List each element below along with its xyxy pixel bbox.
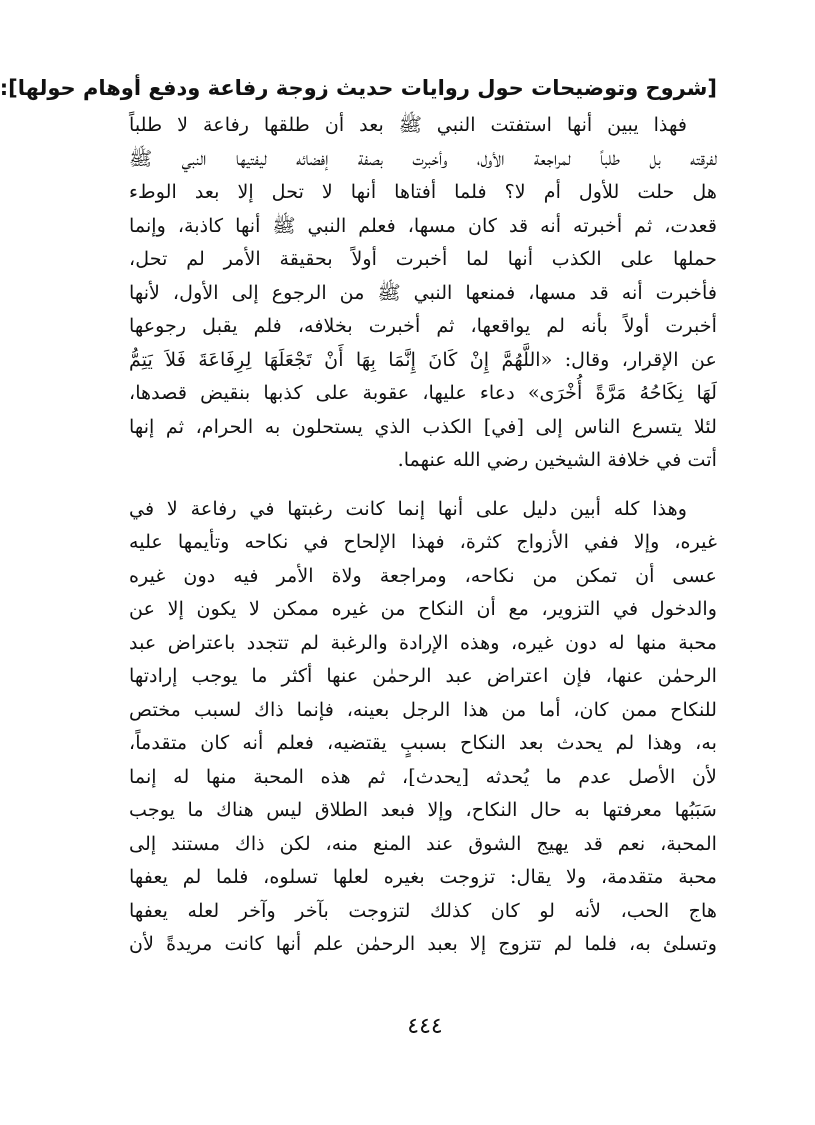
paragraph-2: [129, 492, 717, 961]
text-line: به، وهذا لم يحدث بعد النكاح بسببٍ يقتضيه، فعلم أنه كان متقدماً،: [129, 731, 717, 754]
text-line: الرحمٰن عنها، فإن اعتراض عبد الرحمٰن عنها أكثر ما يوجب إرادتها: [129, 664, 717, 687]
text-line: فأخبرت أنه قد مسها، فمنعها النبي ﷺ من الرجوع إلى الأول، لأنها: [129, 280, 717, 304]
text-line: غيره، وإلا ففي الأزواج كثرة، فهذا الإلحاح في نكاحه وتأيمها عليه: [129, 530, 717, 553]
text-line: هل حلت للأول أم لا؟ فلما أفتاها أنها لا تحل إلا بعد الوطء: [129, 180, 717, 203]
text-line: حملها على الكذب أنها لما أخبرت أولاً بحقيقة الأمر لم تحل،: [129, 247, 717, 270]
text-line: سَبَبُها معرفتها به حال النكاح، وإلا فبعد الطلاق ليس هناك ما يوجب: [129, 798, 717, 821]
text-line: محبة متقدمة، ولا يقال: تزوجت بغيره لعلها تسلوه، فلما لم يعفها: [129, 865, 717, 888]
hadith-quote-line: لَهَا نِكَاحُهُ مَرَّةً أُخْرَى» دعاء عليها، عقوبة على كذبها بنقيض قصدها،: [129, 381, 717, 404]
page-number: ٤٤٤: [407, 1014, 443, 1039]
text-line: المحبة، نعم قد يهيج الشوق عند المنع منه، لكن ذاك مستند إلى: [129, 831, 717, 855]
text-line: لفرقته بل طلباً لمراجعة الأول، وأخبرت بصفة إفضائه ليفتيها النبي ﷺ: [129, 146, 717, 170]
text-line: أتت في خلافة الشيخين رضي الله عنهما.: [397, 448, 717, 471]
text-line: قعدت، ثم أخبرته أنه قد كان مسها، فعلم النبي ﷺ أنها كاذبة، وإنما: [129, 213, 717, 237]
text-line: عسى أن تمكن من نكاحه، ومراجعة ولاة الأمر فيه دون غيره: [129, 563, 717, 587]
paragraph-1: [129, 108, 717, 477]
text-line: أخبرت أولاً بأنه لم يواقعها، ثم أخبرت بخلافه، فلم يقبل رجوعها: [129, 314, 717, 337]
text-line: وهذا كله أبين دليل على أنها إنما كانت رغبتها في رفاعة لا في: [129, 496, 687, 520]
text-line: للنكاح ممن كان، أما من هذا الرجل بعينه، فإنما ذاك لسبب مختص: [129, 697, 717, 721]
text-line: لأن الأصل عدم ما يُحدثه [يحدث]، ثم هذه المحبة منها له إنما: [129, 764, 717, 788]
text-line: هاج الحب، لأنه لو كان كذلك لتزوجت بآخر وآخر لعله يعفها: [129, 898, 717, 922]
text-line: والدخول في التزوير، مع أن النكاح من غيره ممكن لا يكون إلا عن: [129, 597, 717, 620]
text-line: لئلا يتسرع الناس إلى [في] الكذب الذي يستحلون به الحرام، ثم إنها: [129, 414, 717, 438]
text-line: وتسلئ به، فلما لم تتزوج إلا بعبد الرحمٰن علم أنها كانت مريدةً لأن: [129, 932, 717, 955]
text-line: محبة منها له دون غيره، وهذه الإرادة والرغبة لم تتجدد باعتراض عبد: [129, 630, 717, 654]
hadith-quote-line: عن الإقرار، وقال: «اللَّهُمَّ إِنْ كَانَ إِنَّمَا بِهَا أَنْ تَجْعَلَهَا لِرِفَاعَةَ فَلاَ يَتِمُّ: [129, 347, 717, 371]
text-line: فهذا يبين أنها استفتت النبي ﷺ بعد أن طلقها رفاعة لا طلباً: [129, 113, 687, 136]
section-heading: [شروح وتوضيحات حول روايات حديث زوجة رفاعة ودفع أوهام حولها]:: [0, 76, 717, 100]
book-page: [0, 68, 717, 961]
